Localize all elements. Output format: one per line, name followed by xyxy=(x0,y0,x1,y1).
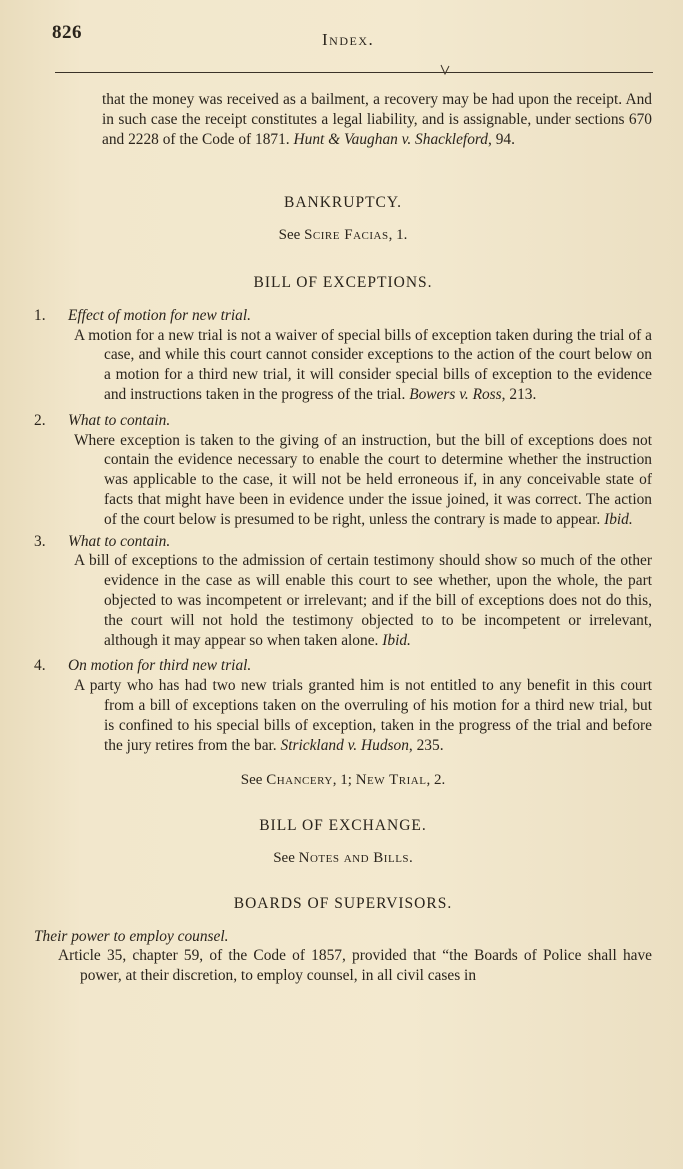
entry-title: Their power to employ counsel. xyxy=(34,927,229,945)
entry-title: 1. Effect of motion for new trial. xyxy=(34,306,251,324)
rule-ornament-icon xyxy=(440,64,450,80)
cross-reference: See Scire Facias, 1. xyxy=(278,227,408,244)
page-header xyxy=(52,22,643,52)
continuation-paragraph: that the money was received as a bailment, a recovery may be had upon the receipt. And in such case the receipt constitutes a legal liability, and is assignable, under sections 670 and 2228 of the Code of 1871. Hunt & Vaughan v. Shackleford, 94. xyxy=(102,91,652,148)
header-rule xyxy=(55,72,653,73)
section-heading-bankruptcy: BANKRUPTCY. xyxy=(284,194,402,212)
entry-body: Article 35, chapter 59, of the Code of 1857, provided that “the Boards of Police shall have power, at their discretion, to employ counsel, in all civil cases in xyxy=(58,947,652,985)
page-number: 826 xyxy=(52,22,82,43)
cross-reference: See Notes and Bills. xyxy=(273,849,413,866)
entry-title: 4. On motion for third new trial. xyxy=(34,657,252,675)
case-citation: Hunt & Vaughan v. Shackleford xyxy=(293,130,489,148)
entry-body: A motion for a new trial is not a waiver of special bills of exception taken during the trial of a case, and while this court cannot consider exceptions to the action of the court below on a motion for a third new trial, it will consider special bills of exception to the evidence and instructions taken in the progress of the trial. Bowers v. Ross, 213. xyxy=(74,326,652,403)
entry-body: Where exception is taken to the giving of an instruction, but the bill of exceptions does not contain the evidence necessary to enable the court to determine whether the instruction was applicable to the case, it will not be held erroneous if, in any conceivable state of facts that might have been in evidence under the issue joined, it was correct. The action of the court below is presumed to be right, unless the contrary is made to appear. Ibid. xyxy=(74,431,652,528)
index-content xyxy=(34,90,652,986)
section-heading-bill-of-exchange: BILL OF EXCHANGE. xyxy=(259,817,427,835)
section-heading-bill-of-exceptions: BILL OF EXCEPTIONS. xyxy=(253,273,433,291)
entry-body: A party who has had two new trials granted him is not entitled to any benefit in this court from a bill of exceptions taken on the overruling of his motion for a third new trial, but is confined to his special bills of exception, taken in the progress of the trial and before the jury retires from the bar. Strickland v. Hudson, 235. xyxy=(74,677,652,754)
entry-title: 3. What to contain. xyxy=(34,532,171,550)
entry-title: 2. What to contain. xyxy=(34,411,171,429)
cross-reference: See Chancery, 1; New Trial, 2. xyxy=(240,772,446,789)
running-title: Index. xyxy=(322,30,375,49)
section-heading-boards-of-supervisors: BOARDS OF SUPERVISORS. xyxy=(233,894,453,912)
entry-body: A bill of exceptions to the admission of certain testimony should show so much of the other evidence in the case as will enable this court to see whether, upon the whole, the part objected to was incompetent or irrelevant; and if the bill of exceptions does not do this, the court will not hold the testimony objected to to be incompetent or irrelevant, although it may appear so when taken alone. Ibid. xyxy=(74,552,652,649)
